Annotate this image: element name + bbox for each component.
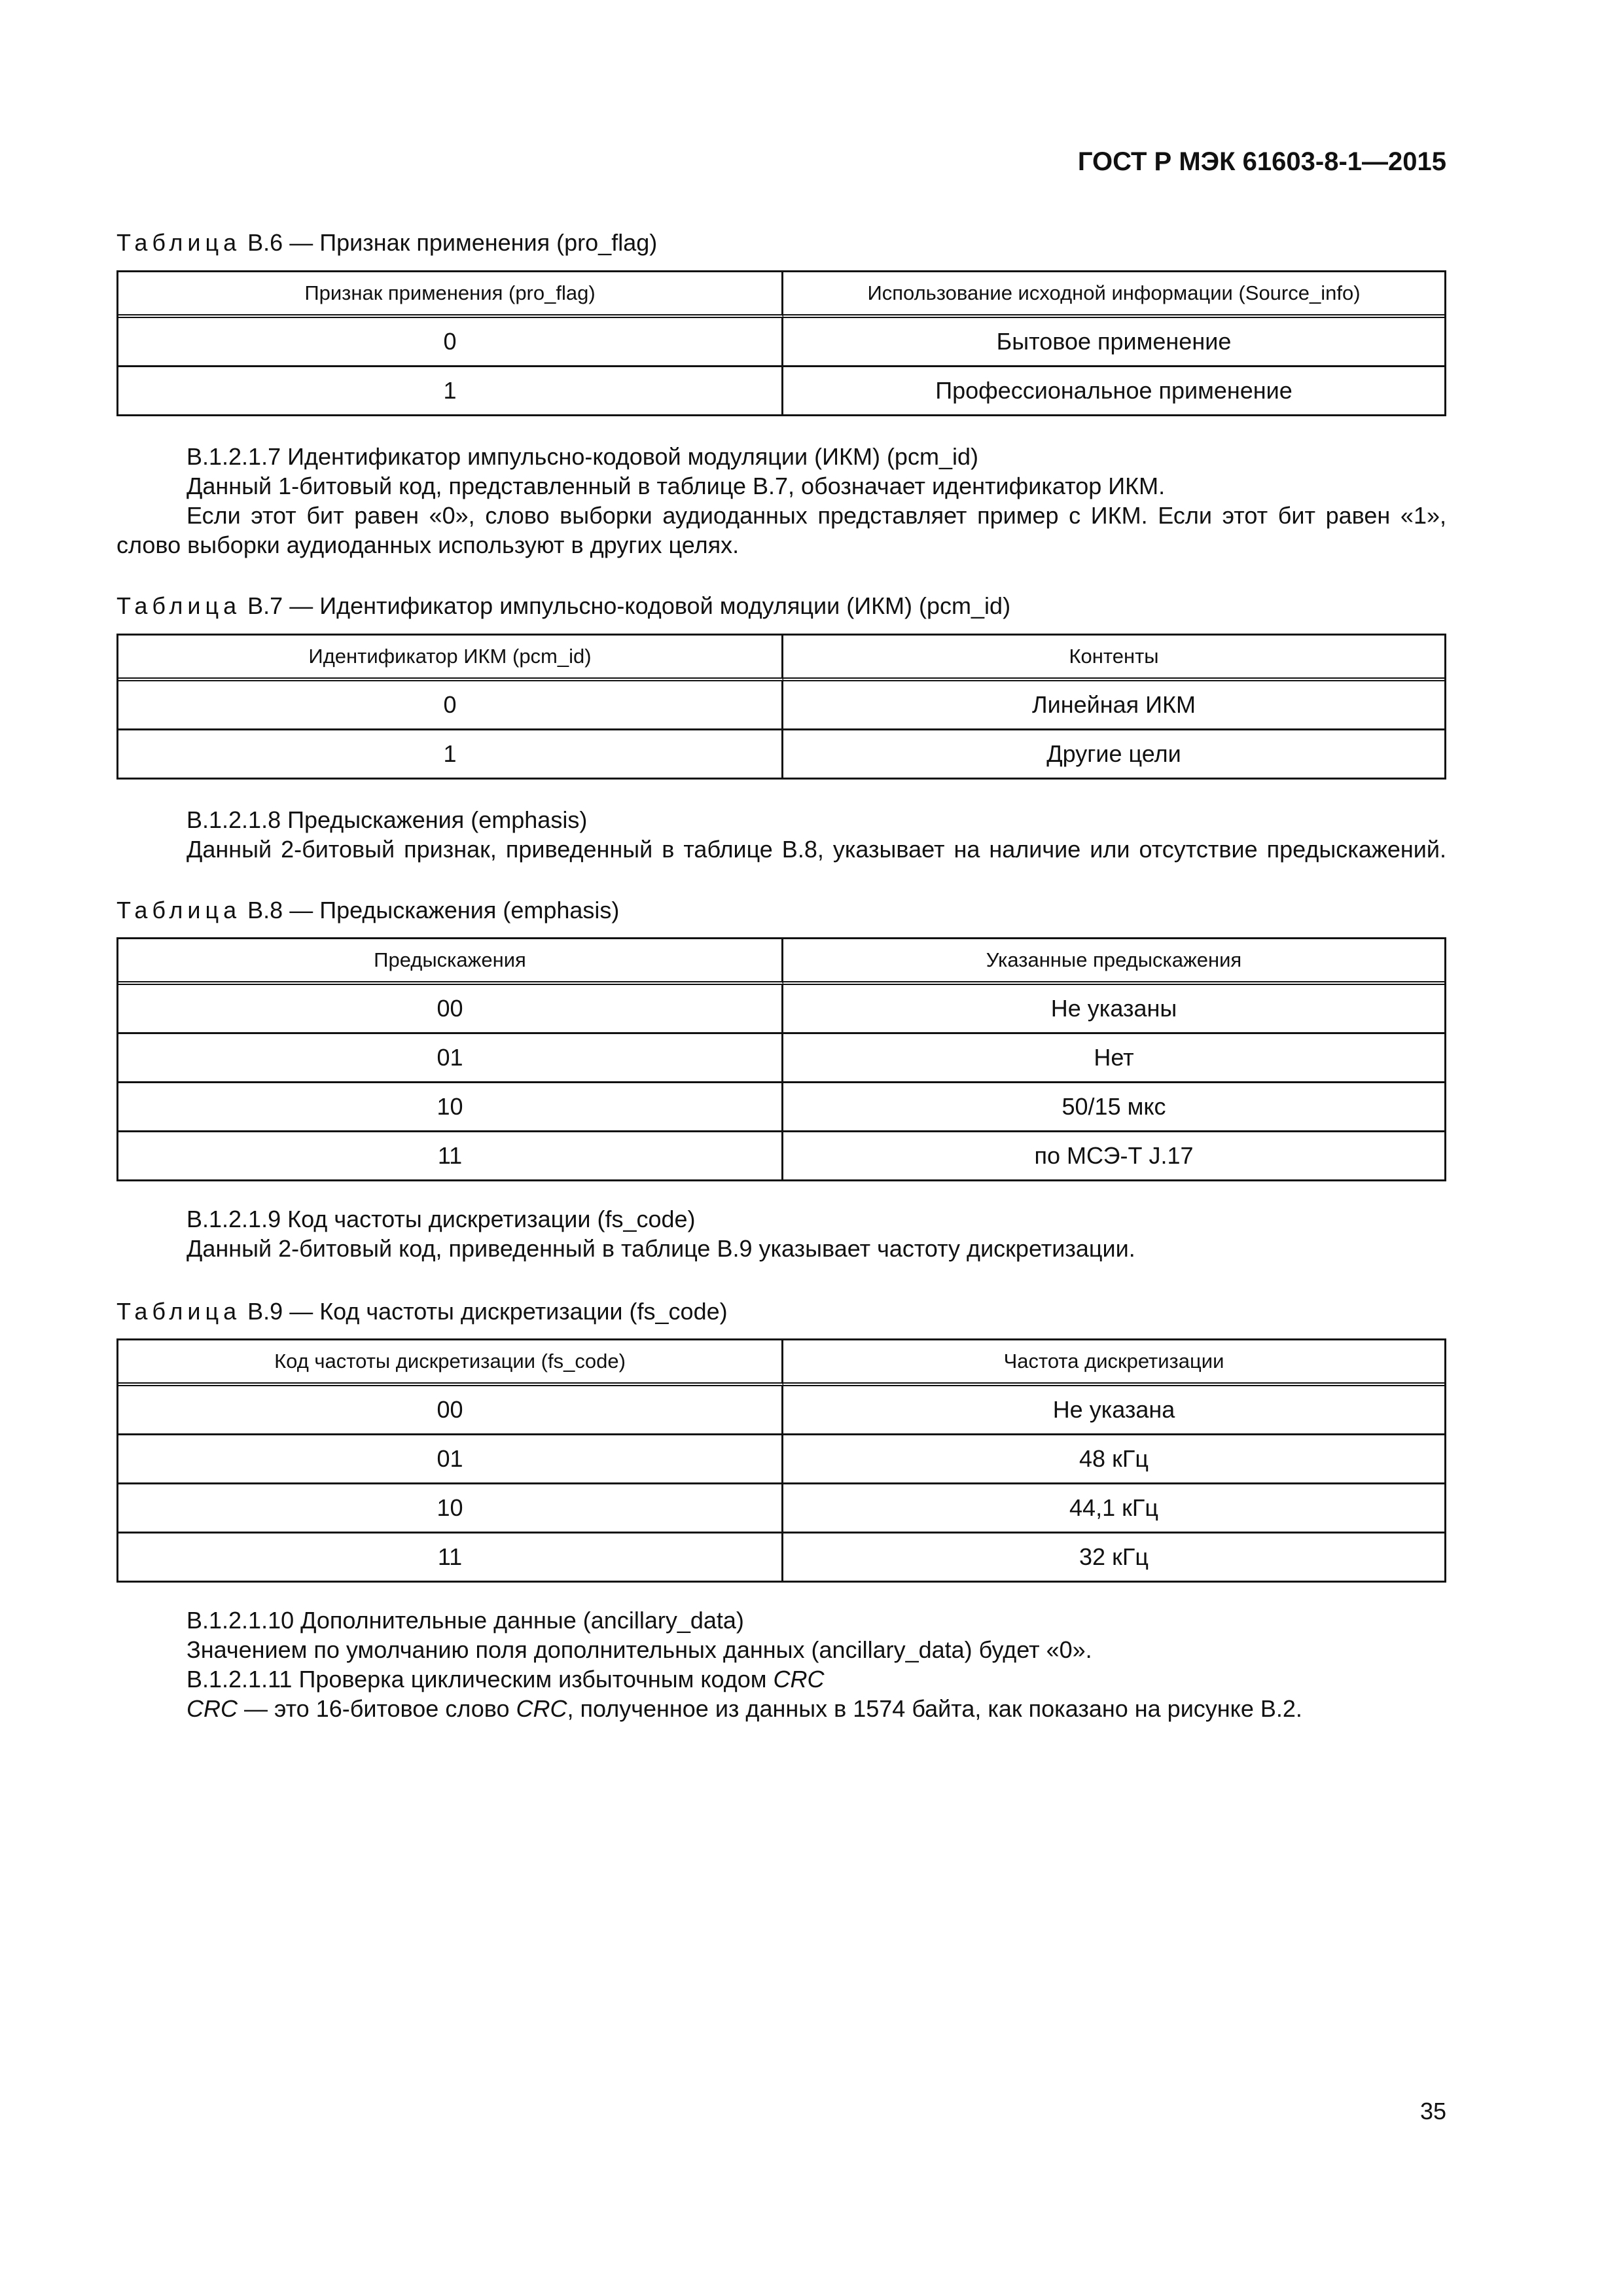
table-cell: по МСЭ-Т J.17: [1034, 1142, 1194, 1169]
table-cell: 32 кГц: [1079, 1543, 1149, 1570]
heading-text: В.1.2.1.11 Проверка циклическим избыточным кодом: [187, 1666, 774, 1693]
table-row: [118, 1534, 1444, 1581]
page-number: 35: [1419, 2098, 1446, 2125]
paragraph: Данный 2-битовый признак, приведенный в таблице В.8, указывает на наличие или отсутствие предыскажений.: [187, 836, 1446, 863]
table-b8-caption: [116, 897, 619, 924]
column-header: Частота дискретизации: [783, 1340, 1444, 1386]
table-title: В.7 — Идентификатор импульсно-кодовой модуляции (ИКМ) (pcm_id): [241, 592, 1011, 619]
table-row: [118, 681, 1444, 730]
table-cell: 10: [118, 1484, 783, 1534]
table-cell: 0: [118, 681, 783, 730]
table-b6: [116, 270, 1446, 416]
table-cell: 1: [118, 730, 783, 778]
column-header: Код частоты дискретизации (fs_code): [118, 1340, 783, 1386]
table-b9-caption: [116, 1298, 728, 1325]
table-row: [118, 1083, 1444, 1132]
column-header: Использование исходной информации (Source_info): [783, 272, 1444, 318]
paragraph: Данный 2-битовый код, приведенный в таблице В.9 указывает частоту дискретизации.: [187, 1235, 1135, 1262]
table-row: [118, 367, 1444, 414]
table-row: [118, 1386, 1444, 1435]
table-cell: 11: [118, 1534, 783, 1581]
table-cell: 1: [118, 367, 783, 414]
table-header-row: [118, 272, 1444, 318]
table-row: [118, 1484, 1444, 1534]
section-b1218: [116, 805, 1446, 864]
column-header: Указанные предыскажения: [783, 939, 1444, 985]
table-header-row: [118, 1340, 1444, 1386]
table-cell: 01: [118, 1435, 783, 1484]
table-label: Таблица: [116, 897, 241, 924]
table-row: [118, 730, 1444, 778]
table-cell: 0: [118, 318, 783, 367]
table-cell: Не указаны: [783, 985, 1444, 1034]
paragraph: Если этот бит равен «0», слово выборки аудиоданных представляет пример с ИКМ. Если этот бит равен «1», слово выборки аудиоданных используют в других целях.: [116, 502, 1446, 558]
column-header: Идентификатор ИКМ (pcm_id): [118, 636, 783, 681]
paragraph: Значением по умолчанию поля дополнительных данных (ancillary_data) будет «0».: [187, 1636, 1092, 1663]
section-heading: В.1.2.1.8 Предыскажения (emphasis): [187, 806, 588, 833]
table-cell: 11: [118, 1132, 783, 1179]
table-title: В.9 — Код частоты дискретизации (fs_code): [241, 1298, 728, 1325]
document-code: ГОСТ Р МЭК 61603-8-1—2015: [1077, 147, 1446, 176]
table-b8: [116, 937, 1446, 1181]
table-label: Таблица: [116, 229, 241, 256]
table-b7-caption: [116, 592, 1010, 620]
section-b1219: [116, 1204, 1446, 1263]
crc-abbr: CRC: [516, 1695, 567, 1722]
table-title: В.8 — Предыскажения (emphasis): [241, 897, 620, 924]
table-cell: Другие цели: [1046, 740, 1181, 767]
table-cell: Профессиональное применение: [935, 377, 1293, 404]
table-label: Таблица: [116, 592, 241, 619]
crc-abbr: CRC: [187, 1695, 238, 1722]
table-b7: [116, 634, 1446, 780]
table-b9: [116, 1338, 1446, 1583]
paragraph-crc: [116, 1694, 1446, 1723]
table-row: [118, 318, 1444, 367]
section-heading: В.1.2.1.10 Дополнительные данные (ancillary_data): [187, 1607, 744, 1634]
table-cell: 00: [118, 985, 783, 1034]
table-row: [118, 1435, 1444, 1484]
table-title: В.6 — Признак применения (pro_flag): [241, 229, 658, 256]
table-cell: 10: [118, 1083, 783, 1132]
table-cell: 48 кГц: [783, 1435, 1444, 1484]
column-header: Контенты: [783, 636, 1444, 681]
section-heading: В.1.2.1.9 Код частоты дискретизации (fs_code): [187, 1206, 696, 1232]
table-cell: Не указана: [783, 1386, 1444, 1435]
paragraph-text: — это 16-битовое слово: [238, 1695, 516, 1722]
section-heading-crc: [116, 1664, 1446, 1694]
table-cell: 00: [118, 1386, 783, 1435]
section-heading: В.1.2.1.7 Идентификатор импульсно-кодовой модуляции (ИКМ) (pcm_id): [187, 443, 978, 470]
table-b6-caption: [116, 229, 657, 257]
table-row: [118, 1132, 1444, 1179]
table-cell: 44,1 кГц: [783, 1484, 1444, 1534]
section-b12110: [116, 1605, 1446, 1723]
table-header-row: [118, 939, 1444, 985]
section-b1217: [116, 442, 1446, 560]
table-cell: Линейная ИКМ: [783, 681, 1444, 730]
paragraph-text: , полученное из данных в 1574 байта, как показано на рисунке В.2.: [567, 1695, 1302, 1722]
table-header-row: [118, 636, 1444, 681]
table-cell: 50/15 мкс: [783, 1083, 1444, 1132]
table-label: Таблица: [116, 1298, 241, 1325]
table-cell: Бытовое применение: [783, 318, 1444, 367]
table-cell: Нет: [783, 1034, 1444, 1083]
column-header: Признак применения (pro_flag): [118, 272, 783, 318]
table-cell: 01: [118, 1034, 783, 1083]
table-row: [118, 985, 1444, 1034]
column-header: Предыскажения: [118, 939, 783, 985]
paragraph: Данный 1-битовый код, представленный в таблице В.7, обозначает идентификатор ИКМ.: [187, 473, 1166, 499]
table-row: [118, 1034, 1444, 1083]
heading-abbr: CRC: [773, 1666, 825, 1693]
